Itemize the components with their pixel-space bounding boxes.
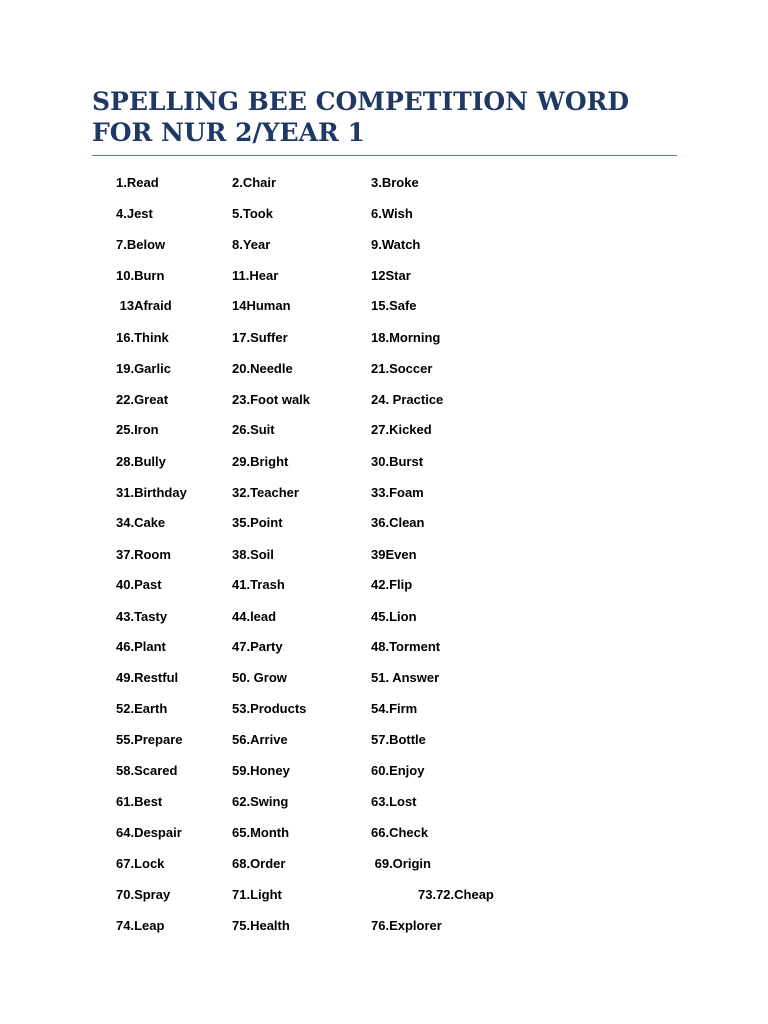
word-row — [0, 917, 768, 939]
word-item: 5.Took — [232, 206, 273, 221]
word-item: 14Human — [232, 298, 291, 313]
word-row — [0, 638, 768, 660]
word-item: 3.Broke — [371, 175, 419, 190]
word-item: 23.Foot walk — [232, 392, 311, 407]
word-item: 34.Cake — [116, 515, 166, 530]
word-item: 16.Think — [116, 330, 169, 345]
word-row — [0, 546, 768, 568]
word-item: 61.Best — [116, 794, 163, 809]
word-item: 59.Honey — [232, 763, 290, 778]
word-row — [0, 174, 768, 196]
word-item: 1.Read — [116, 175, 159, 190]
word-item: 51. Answer — [371, 670, 440, 685]
word-item: 9.Watch — [371, 237, 421, 252]
word-item: 36.Clean — [371, 515, 425, 530]
word-row — [0, 700, 768, 722]
word-item: 65.Month — [232, 825, 290, 840]
word-item: 37.Room — [116, 547, 171, 562]
word-item: 75.Health — [232, 918, 290, 933]
word-row — [0, 329, 768, 351]
word-row — [0, 484, 768, 506]
word-item: 69.Origin — [371, 856, 431, 871]
word-row — [0, 762, 768, 784]
word-row — [0, 855, 768, 877]
word-item: 42.Flip — [371, 577, 413, 592]
word-item: 43.Tasty — [116, 609, 168, 624]
word-item: 47.Party — [232, 639, 283, 654]
word-item: 38.Soil — [232, 547, 274, 562]
word-item: 66.Check — [371, 825, 429, 840]
word-item: 27.Kicked — [371, 422, 432, 437]
word-item: 28.Bully — [116, 454, 166, 469]
word-item: 15.Safe — [371, 298, 417, 313]
word-item: 62.Swing — [232, 794, 289, 809]
word-item: 67.Lock — [116, 856, 165, 871]
word-row — [0, 236, 768, 258]
word-item: 50. Grow — [232, 670, 287, 685]
word-item: 70.Spray — [116, 887, 171, 902]
word-item: 25.Iron — [116, 422, 159, 437]
word-row — [0, 267, 768, 289]
word-row — [0, 608, 768, 630]
word-item: 55.Prepare — [116, 732, 183, 747]
word-item: 68.Order — [232, 856, 286, 871]
word-row — [0, 824, 768, 846]
word-item: 30.Burst — [371, 454, 424, 469]
word-item: 60.Enjoy — [371, 763, 425, 778]
word-item: 29.Bright — [232, 454, 289, 469]
word-item: 49.Restful — [116, 670, 179, 685]
word-item: 73.72.Cheap — [418, 887, 494, 902]
word-row — [0, 886, 768, 908]
word-item: 40.Past — [116, 577, 162, 592]
word-item: 52.Earth — [116, 701, 168, 716]
word-item: 12Star — [371, 268, 411, 283]
word-item: 71.Light — [232, 887, 282, 902]
word-item: 76.Explorer — [371, 918, 442, 933]
word-row — [0, 205, 768, 227]
word-item: 56.Arrive — [232, 732, 288, 747]
word-item: 8.Year — [232, 237, 271, 252]
word-item: 21.Soccer — [371, 361, 433, 376]
word-item: 45.Lion — [371, 609, 417, 624]
word-row — [0, 514, 768, 536]
word-row — [0, 731, 768, 753]
word-row — [0, 576, 768, 598]
word-item: 46.Plant — [116, 639, 166, 654]
word-item: 39Even — [371, 547, 417, 562]
word-item: 48.Torment — [371, 639, 441, 654]
word-row — [0, 391, 768, 413]
word-item: 19.Garlic — [116, 361, 171, 376]
word-item: 44.lead — [232, 609, 277, 624]
word-item: 63.Lost — [371, 794, 417, 809]
word-row — [0, 793, 768, 815]
word-item: 7.Below — [116, 237, 166, 252]
word-item: 13Afraid — [116, 298, 172, 313]
word-item: 18.Morning — [371, 330, 441, 345]
word-row — [0, 421, 768, 443]
word-item: 24. Practice — [371, 392, 444, 407]
word-row — [0, 297, 768, 319]
word-row — [0, 360, 768, 382]
word-item: 10.Burn — [116, 268, 165, 283]
word-item: 57.Bottle — [371, 732, 426, 747]
word-item: 32.Teacher — [232, 485, 299, 500]
word-item: 22.Great — [116, 392, 169, 407]
word-item: 35.Point — [232, 515, 283, 530]
word-item: 26.Suit — [232, 422, 275, 437]
word-item: 74.Leap — [116, 918, 165, 933]
page-title: SPELLING BEE COMPETITION WORD FOR NUR 2/YEAR 1 — [92, 87, 630, 147]
word-item: 64.Despair — [116, 825, 182, 840]
word-row — [0, 453, 768, 475]
word-item: 58.Scared — [116, 763, 178, 778]
word-item: 6.Wish — [371, 206, 413, 221]
word-row — [0, 669, 768, 691]
word-item: 11.Hear — [232, 268, 279, 283]
word-item: 4.Jest — [116, 206, 153, 221]
word-item: 31.Birthday — [116, 485, 187, 500]
word-item: 54.Firm — [371, 701, 418, 716]
word-item: 20.Needle — [232, 361, 293, 376]
word-item: 41.Trash — [232, 577, 285, 592]
word-item: 33.Foam — [371, 485, 424, 500]
word-item: 17.Suffer — [232, 330, 288, 345]
word-item: 2.Chair — [232, 175, 277, 190]
word-item: 53.Products — [232, 701, 307, 716]
